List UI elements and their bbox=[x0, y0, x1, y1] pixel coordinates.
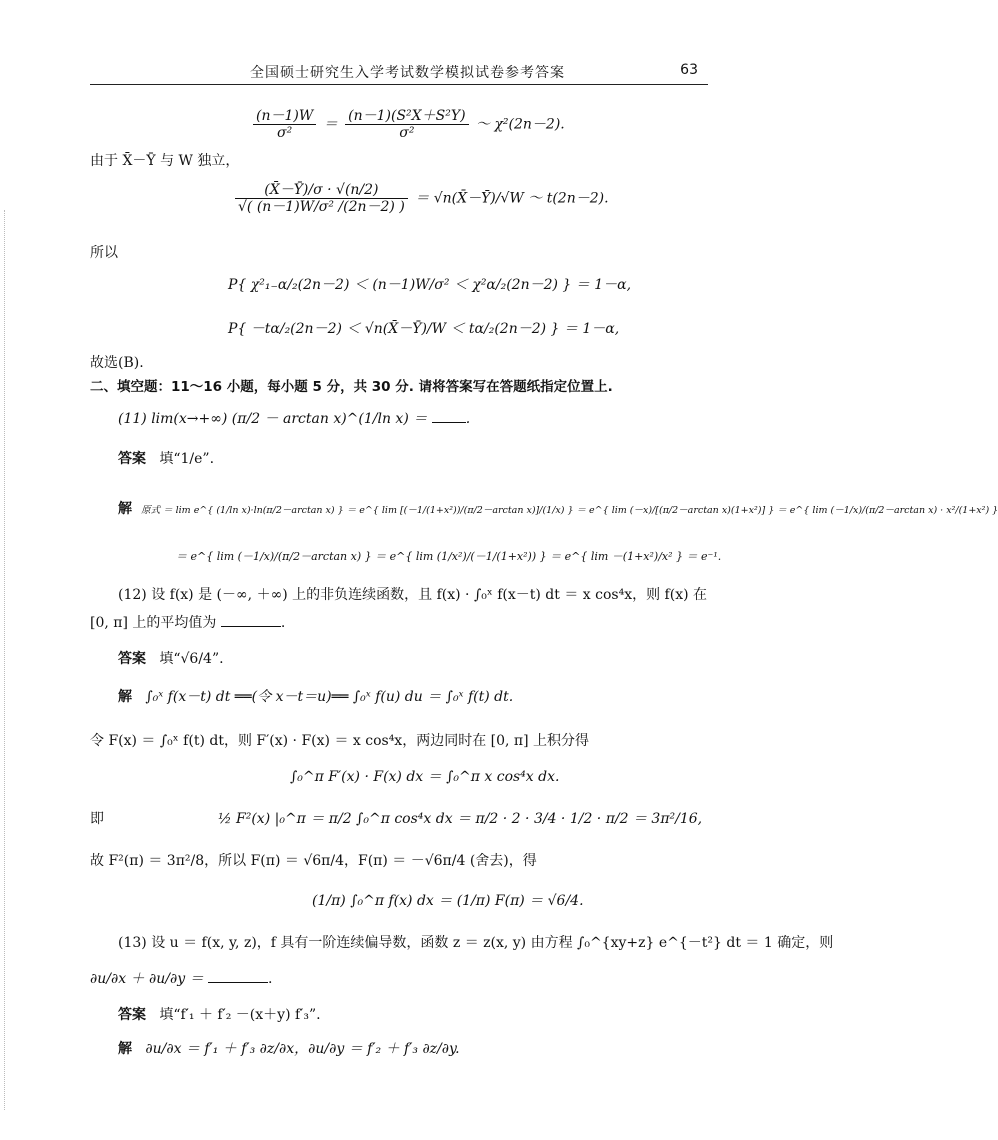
answer-blank bbox=[432, 410, 466, 423]
probability-t: P{ －tα/₂(2n－2) ＜ √n(X̄－Ȳ)/W ＜ tα/₂(2n－2) } ＝ 1－α, bbox=[228, 321, 620, 337]
scan-edge-marks bbox=[4, 210, 6, 1110]
chi-square-relation: $\frac{(n-1)W}{\text{σ²}}$ ＝ $\frac{\text{(n－1)(S²X＋S²Y)}}{\text{σ²}}$ ～ χ²(2n－2). bbox=[250, 108, 565, 141]
q12-solution-line1: 解 ∫₀ˣ f(x－t) dt ══(令 x－t＝u)══ ∫₀ˣ f(u) du ＝ ∫₀ˣ f(t) dt. bbox=[118, 689, 514, 705]
q11-solution-line1: 解 原式 ＝ lim e^{ (1/ln x)·ln(π/2－arctan x) } ＝ e^{ lim [(－1/(1+x²))/(π/2－arctan x)]/(1/x) } ＝ e^{ lim (－x)/[(π/2－arctan x)(1+x²)] } ＝ e^{ lim (－1/x)/(π/2－arctan x) · x²/(1+x²) } bbox=[118, 501, 998, 517]
q12-solution-line6: (1/π) ∫₀^π f(x) dx ＝ (1/π) F(π) ＝ √6/4. bbox=[312, 893, 584, 909]
q11-solution-line2: ＝ e^{ lim (－1/x)/(π/2－arctan x) } ＝ e^{ lim (1/x²)/(－1/(1+x²)) } ＝ e^{ lim －(1+x²)/x² } ＝ e⁻¹. bbox=[176, 550, 722, 563]
q13-solution-line1: 解 ∂u/∂x ＝ f′₁ ＋ f′₃ ∂z/∂x，∂u/∂y ＝ f′₂ ＋ f′₃ ∂z/∂y. bbox=[118, 1041, 460, 1057]
so-label: 所以 bbox=[90, 245, 118, 261]
probability-chi: P{ χ²₁₋α/₂(2n－2) ＜ (n－1)W/σ² ＜ χ²α/₂(2n－2) } ＝ 1－α, bbox=[228, 277, 632, 293]
answer-blank bbox=[208, 970, 268, 983]
fraction: $\frac{(X̄-Ȳ)/\sigma \cdot √(n/2)}{\text{√( (n－1)W/σ² /(2n－2) )}}$ bbox=[235, 182, 408, 215]
t-statistic: $\frac{(X̄-Ȳ)/\sigma \cdot √(n/2)}{\text{√( (n－1)W/σ² /(2n－2) )}}$ ＝ √n(X̄－Ȳ)/√W ～ t(2n－2). bbox=[232, 182, 609, 215]
q13-stem-line2: ∂u/∂x ＋ ∂u/∂y ＝ . bbox=[90, 971, 273, 987]
page-number: 63 bbox=[680, 62, 698, 78]
answer-blank bbox=[221, 614, 281, 627]
q11-answer: 答案 填“1/e”. bbox=[118, 451, 215, 467]
q13-answer: 答案 填“f′₁ ＋ f′₂ －(x＋y) f′₃”. bbox=[118, 1007, 321, 1023]
header-title: 全国硕士研究生入学考试数学模拟试卷参考答案 bbox=[250, 65, 565, 81]
q12-ji-label: 即 bbox=[90, 811, 104, 827]
q12-stem-line2: [0, π] 上的平均值为 . bbox=[90, 615, 286, 631]
q11-stem: (11) lim(x→+∞) (π/2 － arctan x)^(1/ln x) ＝ . bbox=[118, 411, 471, 427]
section-heading: 二、填空题：11～16 小题，每小题 5 分，共 30 分. 请将答案写在答题纸指定位置上. bbox=[90, 379, 613, 395]
q12-solution-line2: 令 F(x) ＝ ∫₀ˣ f(t) dt，则 F′(x) · F(x) ＝ x cos⁴x，两边同时在 [0, π] 上积分得 bbox=[90, 733, 590, 749]
q12-solution-line5: 故 F²(π) ＝ 3π²/8，所以 F(π) ＝ √6π/4，F(π) ＝ －√6π/4 (舍去)，得 bbox=[90, 853, 537, 869]
page-header bbox=[90, 58, 708, 85]
q13-stem-line1: (13) 设 u ＝ f(x, y, z)，f 具有一阶连续偏导数，函数 z ＝ z(x, y) 由方程 ∫₀^{xy+z} e^{－t²} dt ＝ 1 确定，则 bbox=[118, 935, 834, 951]
q12-stem-line1: (12) 设 f(x) 是 (－∞, ＋∞) 上的非负连续函数，且 f(x) · ∫₀ˣ f(x－t) dt ＝ x cos⁴x，则 f(x) 在 bbox=[118, 587, 708, 603]
q12-answer: 答案 填“√6/4”. bbox=[118, 651, 224, 667]
fraction: $\frac{(n-1)W}{\text{σ²}}$ bbox=[253, 108, 316, 141]
independence-statement: 由于 X̄－Ȳ 与 W 独立， bbox=[90, 153, 240, 169]
fraction: $\frac{\text{(n－1)(S²X＋S²Y)}}{\text{σ²}}$ bbox=[345, 108, 468, 141]
q12-solution-line4: ½ F²(x) |₀^π ＝ π/2 ∫₀^π cos⁴x dx ＝ π/2 · 2 · 3/4 · 1/2 · π/2 ＝ 3π²/16, bbox=[218, 811, 703, 827]
q12-solution-line3: ∫₀^π F′(x) · F(x) dx ＝ ∫₀^π x cos⁴x dx. bbox=[290, 769, 560, 785]
choice-conclusion: 故选(B). bbox=[90, 355, 144, 371]
